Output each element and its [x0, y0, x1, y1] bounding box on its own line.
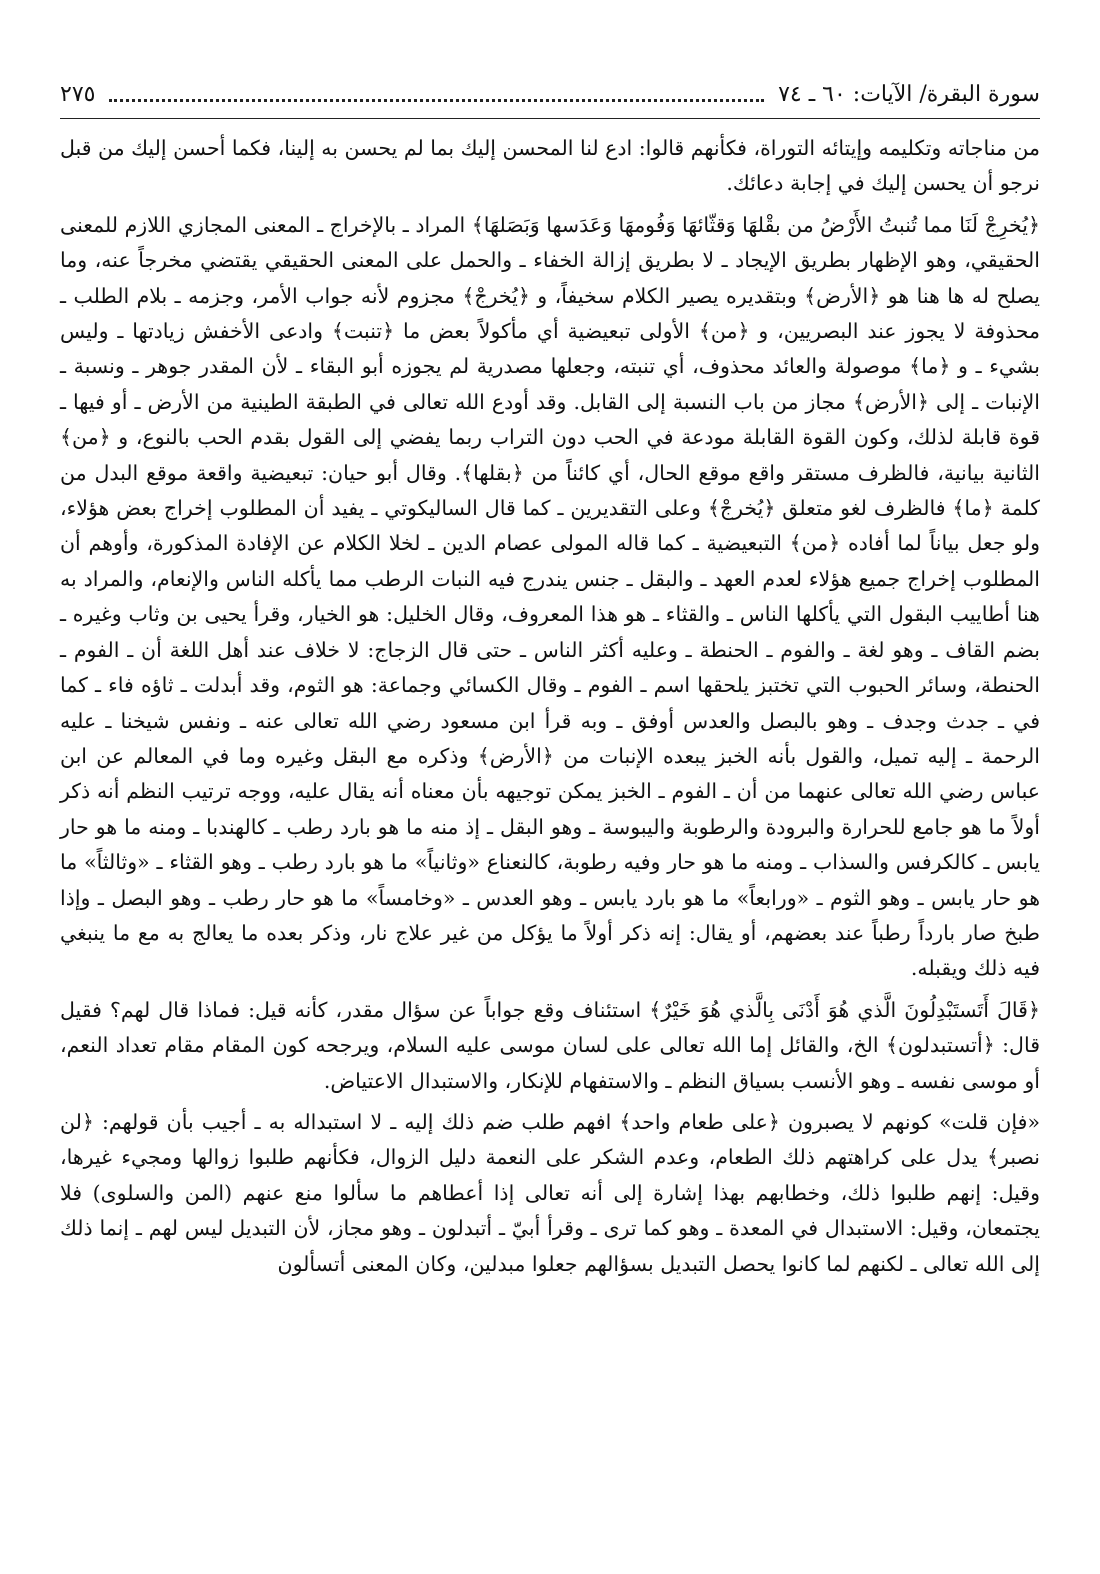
- dot-leader: [109, 99, 764, 102]
- paragraph: من مناجاته وتكليمه وإيتائه التوراة، فكأنهم قالوا: ادع لنا المحسن إليك بما لم يحسن به إلينا، فكما أحسن إليك من قبل نرجو أن يحسن إليك في إجابة دعائك.: [60, 136, 1040, 196]
- chapter-title: سورة البقرة/ الآيات: ٦٠ ـ ٧٤: [778, 81, 1040, 107]
- running-header: [60, 70, 1040, 119]
- page: [60, 70, 1040, 1550]
- paragraph: ﴿يُخرِجْ لَنَا مما تُنبتُ الأَرْضُ من بقْلهَا وَقثّائهَا وَفُومهَا وَعَدَسها وَبَصَلهَا﴾ المراد ـ بالإخراج ـ المعنى المجازي اللازم للمعنى الحقيقي، وهو الإظهار بطريق الإيجاد ـ لا بطريق إزالة الخفاء ـ والحمل على المعنى الحقيقي يقتضي مخرجاً عنه، وما يصلح له ها هنا هو ﴿الأرض﴾ وبتقديره يصير الكلام سخيفاً، و ﴿يُخرجْ﴾ مجزوم لأنه جواب الأمر، وجزمه ـ بلام الطلب ـ محذوفة لا يجوز عند البصريين، و ﴿من﴾ الأولى تبعيضية أي مأكولاً بعض ما ﴿تنبت﴾ وادعى الأخفش زيادتها ـ وليس بشيء ـ و ﴿ما﴾ موصولة والعائد محذوف، أي تنبته، وجعلها مصدرية لم يجوزه أبو البقاء ـ لأن المقدر جوهر ـ ونسبة ـ الإنبات ـ إلى ﴿الأرض﴾ مجاز من باب النسبة إلى القابل. وقد أودع الله تعالى في الطبقة الطينية من الأرض ـ أو فيها ـ قوة قابلة لذلك، وكون القوة القابلة مودعة في الحب دون التراب ربما يفضي إلى القول بقدم الحب بالنوع، و ﴿من﴾ الثانية بيانية، فالظرف مستقر واقع موقع الحال، أي كائناً من ﴿بقلها﴾. وقال أبو حيان: تبعيضية واقعة موقع البدل من كلمة ﴿ما﴾ فالظرف لغو متعلق ﴿يُخرجْ﴾ وعلى التقديرين ـ كما قال الساليكوتي ـ يفيد أن المطلوب إخراج بعض هؤلاء، ولو جعل بياناً لما أفاده ﴿من﴾ التبعيضية ـ كما قاله المولى عصام الدين ـ لخلا الكلام عن الإفادة المذكورة، وأوهم أن المطلوب إخراج جميع هؤلاء لعدم العهد ـ والبقل ـ جنس يندرج فيه النبات الرطب مما يأكله الناس والإنعام، والمراد به هنا أطاييب البقول التي يأكلها الناس ـ والقثاء ـ هو هذا المعروف، وقال الخليل: هو الخيار، وقرأ يحيى بن وثاب وغيره ـ بضم القاف ـ وهو لغة ـ والفوم ـ الحنطة ـ وعليه أكثر الناس ـ حتى قال الزجاج: لا خلاف عند أهل اللغة أن ـ الفوم ـ الحنطة، وسائر الحبوب التي تختبز يلحقها اسم ـ الفوم ـ وقال الكسائي وجماعة: هو الثوم، وقد أبدلت ـ ثاؤه فاء ـ كما في ـ جدث وجدف ـ وهو بالبصل والعدس أوفق ـ وبه قرأ ابن مسعود رضي الله تعالى عنه ـ ونفس شيخنا ـ عليه الرحمة ـ إليه تميل، والقول بأنه الخبز يبعده الإنبات من ﴿الأرض﴾ وذكره مع البقل وغيره وما في المعالم عن ابن عباس رضي الله تعالى عنهما من أن ـ الفوم ـ الخبز يمكن توجيهه بأن معناه أنه يقال عليه، ووجه ترتيب النظم أنه ذكر أولاً ما هو جامع للحرارة والبرودة والرطوبة واليبوسة ـ وهو البقل ـ إذ منه ما هو بارد رطب ـ كالهندبا ـ ومنه ما هو حار يابس ـ كالكرفس والسذاب ـ ومنه ما هو حار وفيه رطوبة، كالنعناع «وثانياً» ما هو بارد رطب ـ وهو القثاء ـ «وثالثاً» ما هو حار يابس ـ وهو الثوم ـ «ورابعاً» ما هو بارد يابس ـ وهو العدس ـ «وخامساً» ما هو حار رطب ـ وهو البصل ـ وإذا طبخ صار بارداً رطباً عند بعضهم، أو يقال: إنه ذكر أولاً ما يؤكل من غير علاج نار، وذكر بعده ما يعالج به مع ما ينبغي فيه ذلك ويقبله.: [60, 212, 1040, 981]
- paragraph: ﴿قَالَ أَتَستَبْدِلُونَ الَّذي هُوَ أَدْنَى بِالَّذي هُوَ خَيْرٌ﴾ استئناف وقع جواباً عن سؤال مقدر، كأنه قيل: فماذا قال لهم؟ فقيل قال: ﴿أتستبدلون﴾ الخ، والقائل إما الله تعالى على لسان موسى عليه السلام، ويرجحه كون المقام مقام تعداد النعم، أو موسى نفسه ـ وهو الأنسب بسياق النظم ـ والاستفهام للإنكار، والاستبدال الاعتياض.: [60, 997, 1040, 1093]
- page-number: ٢٧٥: [60, 81, 96, 107]
- paragraph: «فإن قلت» كونهم لا يصبرون ﴿على طعام واحد﴾ افهم طلب ضم ذلك إليه ـ لا استبداله به ـ أجيب بأن قولهم: ﴿لن نصبر﴾ يدل على كراهتهم ذلك الطعام، وعدم الشكر على النعمة دليل الزوال، فكأنهم طلبوا زوالها ومجيء غيرها، وقيل: إنهم طلبوا ذلك، وخطابهم بهذا إشارة إلى أنه تعالى إذا أعطاهم ما سألوا منع عنهم (المن والسلوى) فلا يجتمعان، وقيل: الاستبدال في المعدة ـ وهو كما ترى ـ وقرأ أبيّ ـ أتبدلون ـ وهو مجاز، لأن التبديل ليس لهم ـ إنما ذلك إلى الله تعالى ـ لكنهم لما كانوا يحصل التبديل بسؤالهم جعلوا مبدلين، وكان المعنى أتسألون: [60, 1109, 1040, 1276]
- body-text: [60, 131, 1040, 1282]
